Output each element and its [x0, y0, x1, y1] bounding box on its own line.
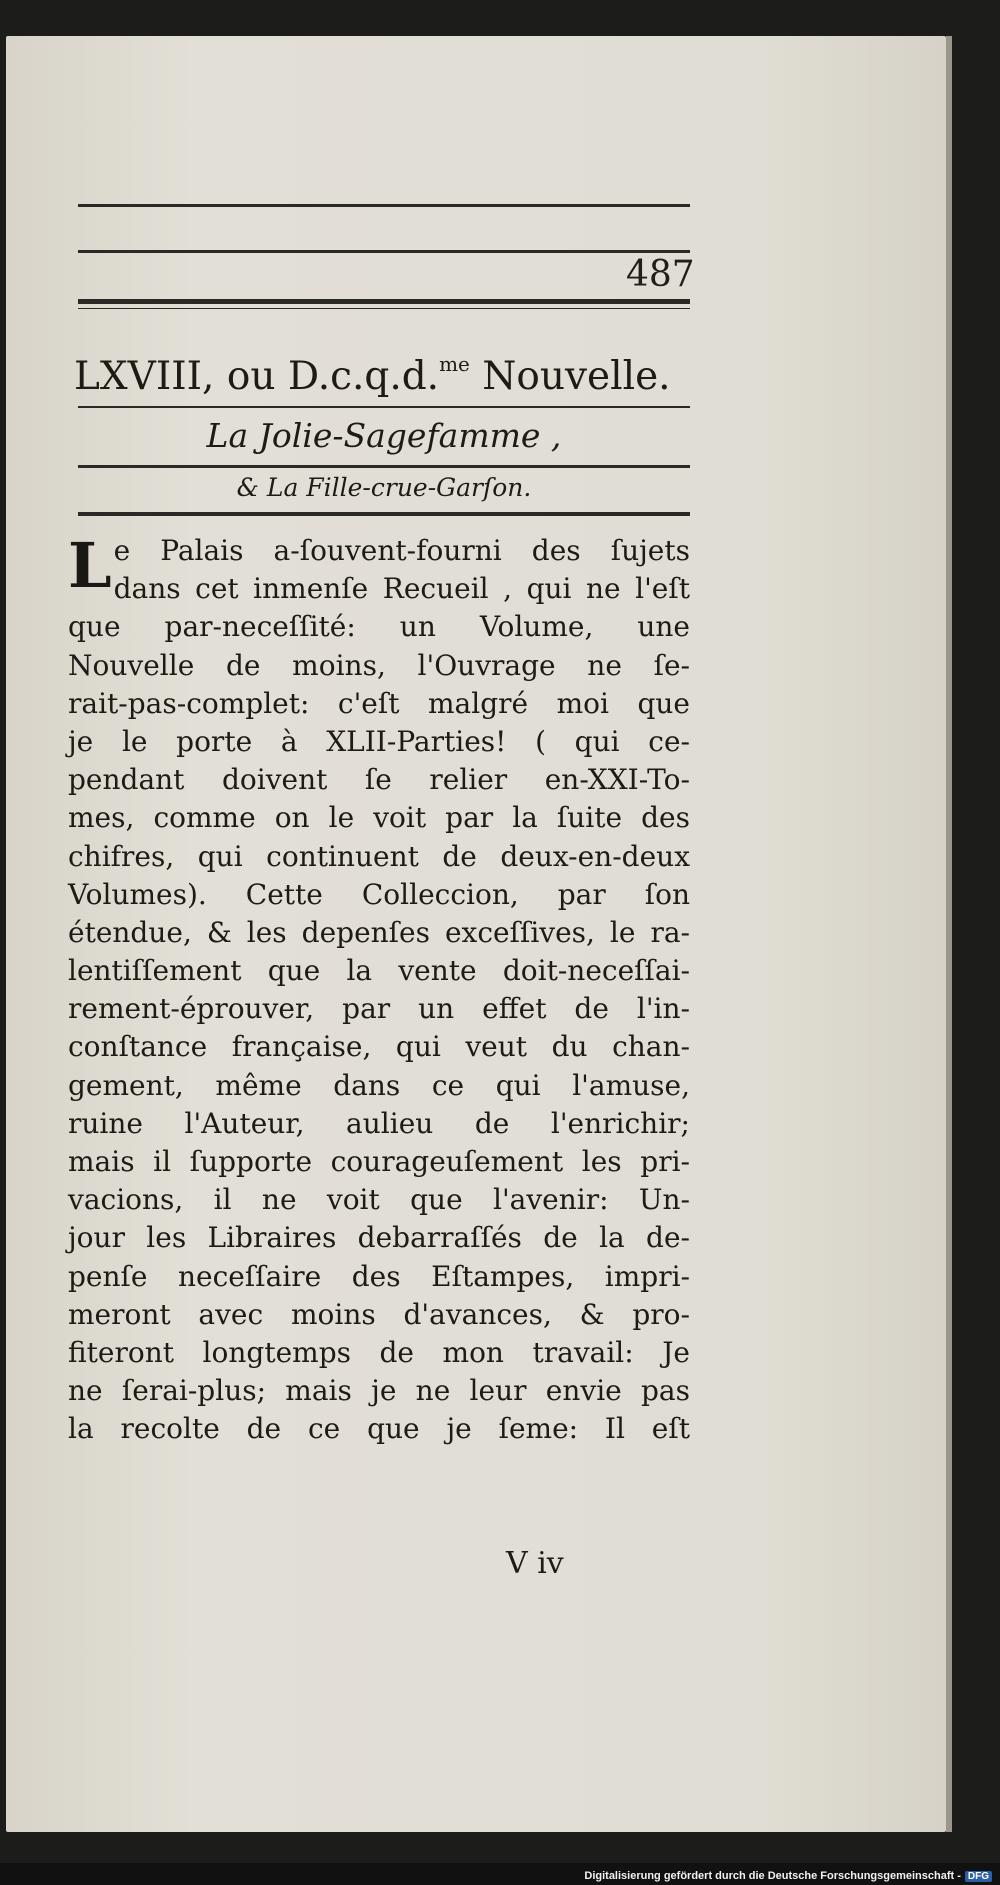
footer-credit: [584, 1870, 992, 1882]
text-line: Volumes). Cette Colleccion, par ſon: [68, 877, 690, 911]
text-line: chifres, qui continuent de deux-en-deux: [68, 839, 690, 873]
header-rule: [78, 250, 690, 253]
text-line: la recolte de ce que je ſeme: Il eſt: [68, 1412, 690, 1446]
text-line: étendue, & les depenſes exceſſives, le ra-: [68, 915, 690, 949]
text-line: ruine l'Auteur, aulieu de l'enrichir;: [68, 1106, 690, 1140]
text-line: que par-neceſſité: un Volume, une: [68, 610, 690, 644]
text-line: lentiſſement que la vente doit-neceſſai-: [68, 954, 690, 988]
heading-rule-inner: [78, 308, 690, 309]
page-number: 487: [626, 254, 695, 295]
text-line: dans cet inmenſe Recueil , qui ne l'eſt: [113, 572, 690, 606]
heading-rule-top: [78, 299, 690, 304]
story-title: La Jolie-Sagefamme ,: [206, 416, 562, 455]
chapter-heading-main: LXVIII, ou D.c.q.d.: [74, 354, 440, 399]
dfg-logo: DFG: [965, 1871, 992, 1882]
body-text: [68, 529, 690, 1449]
chapter-heading-superscript: me: [439, 352, 470, 376]
heading-rule-bottom: [78, 406, 690, 408]
text-line: Nouvelle de moins, l'Ouvrage ne ſe-: [68, 648, 690, 682]
chapter-heading: [74, 354, 694, 399]
text-line: conſtance française, qui veut du chan-: [68, 1030, 690, 1064]
text-line: mes, comme on le voit par la ſuite des: [68, 801, 690, 835]
text-line: rement-éprouver, par un effet de l'in-: [68, 992, 690, 1026]
text-line: penſe neceſſaire des Eſtampes, impri-: [68, 1259, 690, 1293]
book-page: [6, 36, 946, 1832]
text-line: vacions, il ne voit que l'avenir: Un-: [68, 1183, 690, 1217]
story-subtitle: & La Fille-crue-Garſon.: [236, 473, 532, 502]
signature-mark: V iv: [506, 1546, 564, 1581]
text-line: gement, même dans ce qui l'amuse,: [68, 1068, 690, 1102]
text-line: je le porte à XLII-Parties! ( qui ce-: [68, 724, 690, 758]
footer-credit-text: Digitalisierung gefördert durch die Deutsche Forschungsgemeinschaft -: [584, 1870, 961, 1882]
text-line-content: e Palais a-ſouvent-fourni des ſujets: [113, 534, 690, 567]
text-line: jour les Libraires debarraſſés de la de-: [68, 1221, 690, 1255]
chapter-heading-end: Nouvelle.: [469, 354, 671, 399]
text-line: meront avec moins d'avances, & pro-: [68, 1297, 690, 1331]
text-line: mais il ſupporte courageuſement les pri-: [68, 1145, 690, 1178]
drop-cap: L: [68, 529, 112, 602]
text-line: pendant doivent ſe relier en-XXI-To-: [68, 763, 690, 797]
text-line: fiteront longtemps de mon travail: Je: [68, 1335, 690, 1369]
top-rule: [78, 204, 690, 207]
subtitle-rule-bottom: [78, 512, 690, 516]
text-line: rait-pas-complet: c'eſt malgré moi que: [68, 686, 690, 720]
footer-bar: [0, 1863, 1000, 1885]
text-line: ne ſerai-plus; mais je ne leur envie pas: [68, 1374, 690, 1408]
subtitle-rule: [78, 465, 690, 468]
